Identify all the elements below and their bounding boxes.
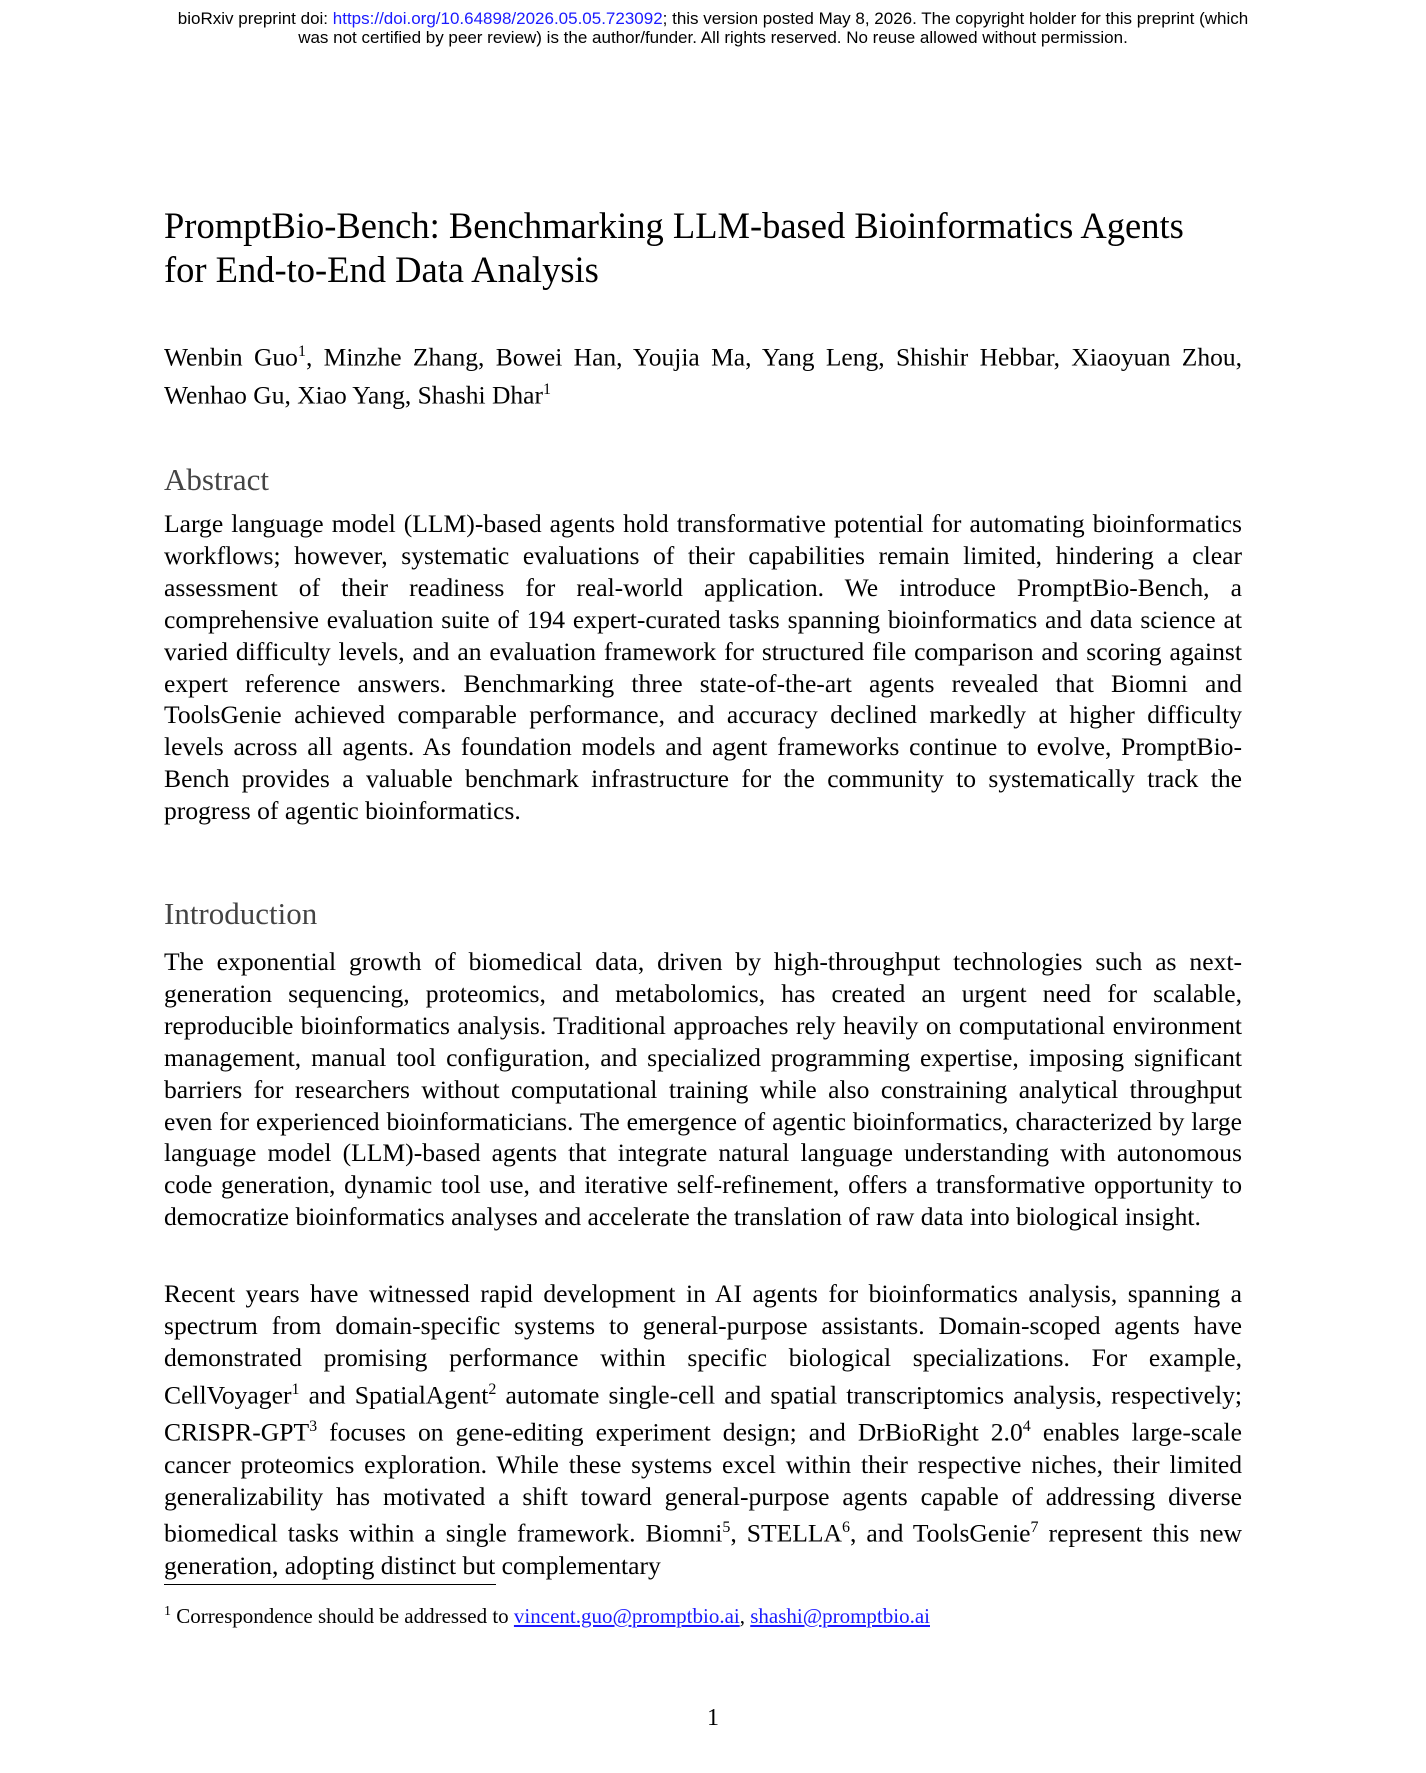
email-link-vincent[interactable]: vincent.guo@promptbio.ai (513, 1604, 740, 1628)
author-first: Wenbin Guo (164, 342, 298, 372)
author-list (164, 336, 1242, 411)
banner-prefix: bioRxiv preprint doi: (177, 9, 333, 28)
footnote (164, 1598, 930, 1630)
citation-5: 5 (722, 1519, 731, 1537)
citation-6: 6 (842, 1519, 851, 1537)
abstract-text: Large language model (LLM)-based agents hold transformative potential for automating bioinformatics workflows; however, systematic evaluations of their capabilities remain limited, hindering a clear assessment of their readiness for real-world application. We introduce PromptBio-Bench, a comprehensive evaluation suite of 194 expert-curated tasks spanning bioinformatics and data science at varied difficulty levels, and an evaluation framework for structured file comparison and scoring against expert reference answers. Benchmarking three state-of-the-art agents revealed that Biomni and ToolsGenie achieved comparable performance, and accuracy declined markedly at higher difficulty levels across all agents. As foundation models and agent frameworks continue to evolve, PromptBio-Bench provides a valuable benchmark infrastructure for the community to systematically track the progress of agentic bioinformatics. (164, 509, 1242, 826)
p2-text-8: represent this new generation, adopting distinct but complementary (164, 1518, 1242, 1580)
p2-text-4: focuses on gene-editing experiment design; and DrBioRight 2.0 (317, 1417, 1023, 1447)
email-link-shashi[interactable]: shashi@promptbio.ai (750, 1604, 930, 1628)
title-line-1: PromptBio-Bench: Benchmarking LLM-based Bioinformatics Agents (164, 205, 1184, 246)
author-affil-mark: 1 (297, 343, 306, 360)
introduction-heading: Introduction (164, 896, 318, 931)
author-affil-mark-last: 1 (543, 380, 551, 398)
citation-4: 4 (1022, 1418, 1031, 1436)
abstract-heading: Abstract (164, 462, 270, 497)
citation-7: 7 (1030, 1519, 1039, 1537)
title-line-2: for End-to-End Data Analysis (164, 249, 599, 290)
banner-suffix: ; this version posted May 8, 2026. The copyright holder for this preprint (which (662, 9, 1249, 28)
footnote-separator: , (739, 1604, 751, 1628)
banner-line-2: was not certified by peer review) is the author/funder. All rights reserved. No reuse allowed without permission. (298, 28, 1128, 47)
footnote-divider (164, 1584, 496, 1585)
p2-text-1: Recent years have witnessed rapid development in AI agents for bioinformatics analysis, spanning a spectrum from domain-specific systems to general-purpose assistants. Domain-scoped agents have demonstrated promising performance within specific biological specializations. For example, CellVoyager (164, 1279, 1242, 1410)
footnote-mark: 1 (164, 1604, 171, 1619)
citation-3: 3 (309, 1418, 318, 1436)
banner-line-1 (0, 9, 1426, 28)
author-rest: , Minzhe Zhang, Bowei Han, Youjia Ma, Yang Leng, Shishir Hebbar, Xiaoyuan Zhou, Wenhao Gu, Xiao Yang, Shashi Dhar (164, 342, 1242, 409)
doi-link[interactable]: https://doi.org/10.64898/2026.05.05.723092 (332, 9, 663, 28)
p2-text-6: , STELLA (730, 1518, 843, 1548)
preprint-banner (0, 9, 1426, 47)
p2-text-7: , and ToolsGenie (850, 1518, 1031, 1548)
intro-paragraph-2 (164, 1278, 1242, 1582)
intro-paragraph-1: The exponential growth of biomedical data, driven by high-throughput technologies such as next-generation sequencing, proteomics, and metabolomics, has created an urgent need for scalable, reproducible bioinformatics analysis. Traditional approaches rely heavily on computational environment management, manual tool configuration, and specialized programming expertise, imposing significant barriers for researchers without computational training while also constraining analytical throughput even for experienced bioinformaticians. The emergence of agentic bioinformatics, characterized by large language model (LLM)-based agents that integrate natural language understanding with autonomous code generation, dynamic tool use, and iterative self-refinement, offers a transformative opportunity to democratize bioinformatics analyses and accelerate the translation of raw data into biological insight. (164, 947, 1242, 1232)
footnote-text: Correspondence should be addressed to (171, 1604, 514, 1628)
citation-1: 1 (291, 1380, 300, 1398)
citation-2: 2 (488, 1380, 497, 1398)
p2-text-3: automate single-cell and spatial transcriptomics analysis, respectively; CRISPR-GPT (164, 1380, 1242, 1447)
p2-text-5: enables large-scale cancer proteomics exploration. While these systems excel within their respective niches, their limited generalizability has motivated a shift toward general-purpose agents capable of addressing diverse biomedical tasks within a single framework. Biomni (164, 1417, 1243, 1548)
paper-title (164, 204, 1264, 292)
p2-text-2: and SpatialAgent (299, 1380, 489, 1410)
page-number: 1 (707, 1705, 719, 1731)
